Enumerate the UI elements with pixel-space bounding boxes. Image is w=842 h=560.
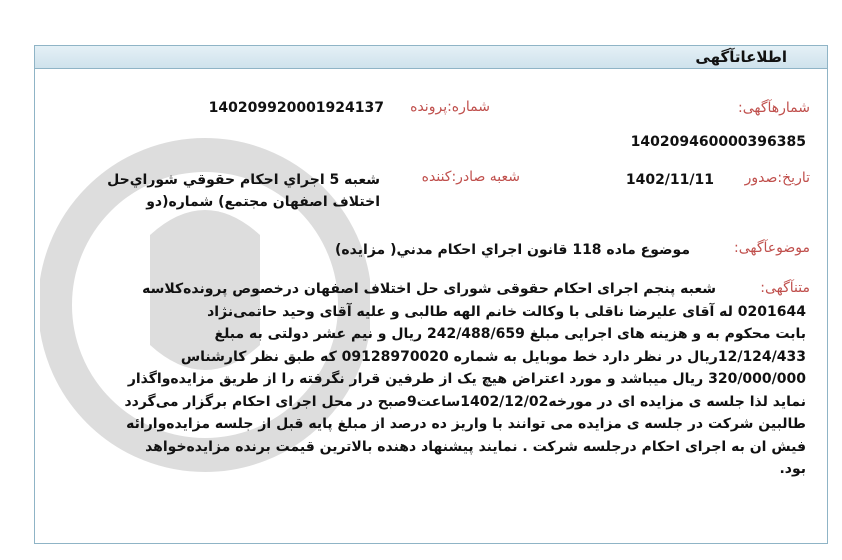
subject-label: موضوعآگهی: [734,240,810,256]
notice-body [86,278,806,481]
notice-no-value: 140209460000396385 [630,134,806,150]
body-line: فیش ان به اجرای احکام درجلسه شرکت . نمایند پیشنهاد دهنده بالاترین قیمت برنده مزایده‌خواهد [145,438,806,455]
issue-date-value: 1402/11/11 [625,172,714,188]
panel-header [35,46,827,69]
body-line: بود. [779,461,806,477]
body-line: شعبه پنجم اجرای احکام حقوقی شورای حل اختلاف اصفهان درخصوص پرونده‌کلاسه [142,281,716,297]
case-no-value: 140209920001924137 [208,100,384,116]
body-line: بابت محکوم به و هزینه های اجرایی مبلغ 242/488/659 ریال و نیم عشر دولتی به مبلغ [214,326,806,342]
issuer-label: شعبه صادر:کننده [421,169,520,185]
body-line: 320/000/000 ریال میباشد و مورد اعتراض هیچ یک از طرفین قرار نگرفته را از طریق مزایده‌واگذار [127,371,806,387]
subject-value: موضوع ماده 118 قانون اجراي احكام مدني( مزايده) [335,242,690,258]
body-line: 0201644 له آقای علیرضا ناقلی با وکالت خانم الهه طالبی و علیه آقای وحید حاتمی‌نژاد [207,303,806,320]
notice-no-label: شمارهآگهی: [737,100,810,116]
body-line: طالبین شرکت در جلسه ی مزایده می توانند با واریز ده درصد از مبلغ پایه قبل از جلسه مزایده‌وارائه [126,416,806,432]
issuer-line-1: شعبه 5 اجراي احکام حقوقي شوراي‌حل [107,172,380,188]
body-line: نماید لذا جلسه ی مزایده ای در مورخه1402/12/02ساعت9صبح در محل اجرای احکام برگزار می‌گردد [124,393,806,410]
issue-date-label: تاریخ:صدور [744,170,810,186]
body-line: 12/124/433ریال در نظر دارد خط موبایل به شماره 09128970020 که طبق نظر کارشناس [180,348,806,365]
issuer-line-2: اختلاف اصفهان مجتمع) شماره(دو [146,194,380,210]
case-no-label: شماره:پرونده [410,99,490,115]
body-label: متنآگهی: [760,280,810,296]
panel-title: اطلاعاتآگهی [695,48,787,66]
